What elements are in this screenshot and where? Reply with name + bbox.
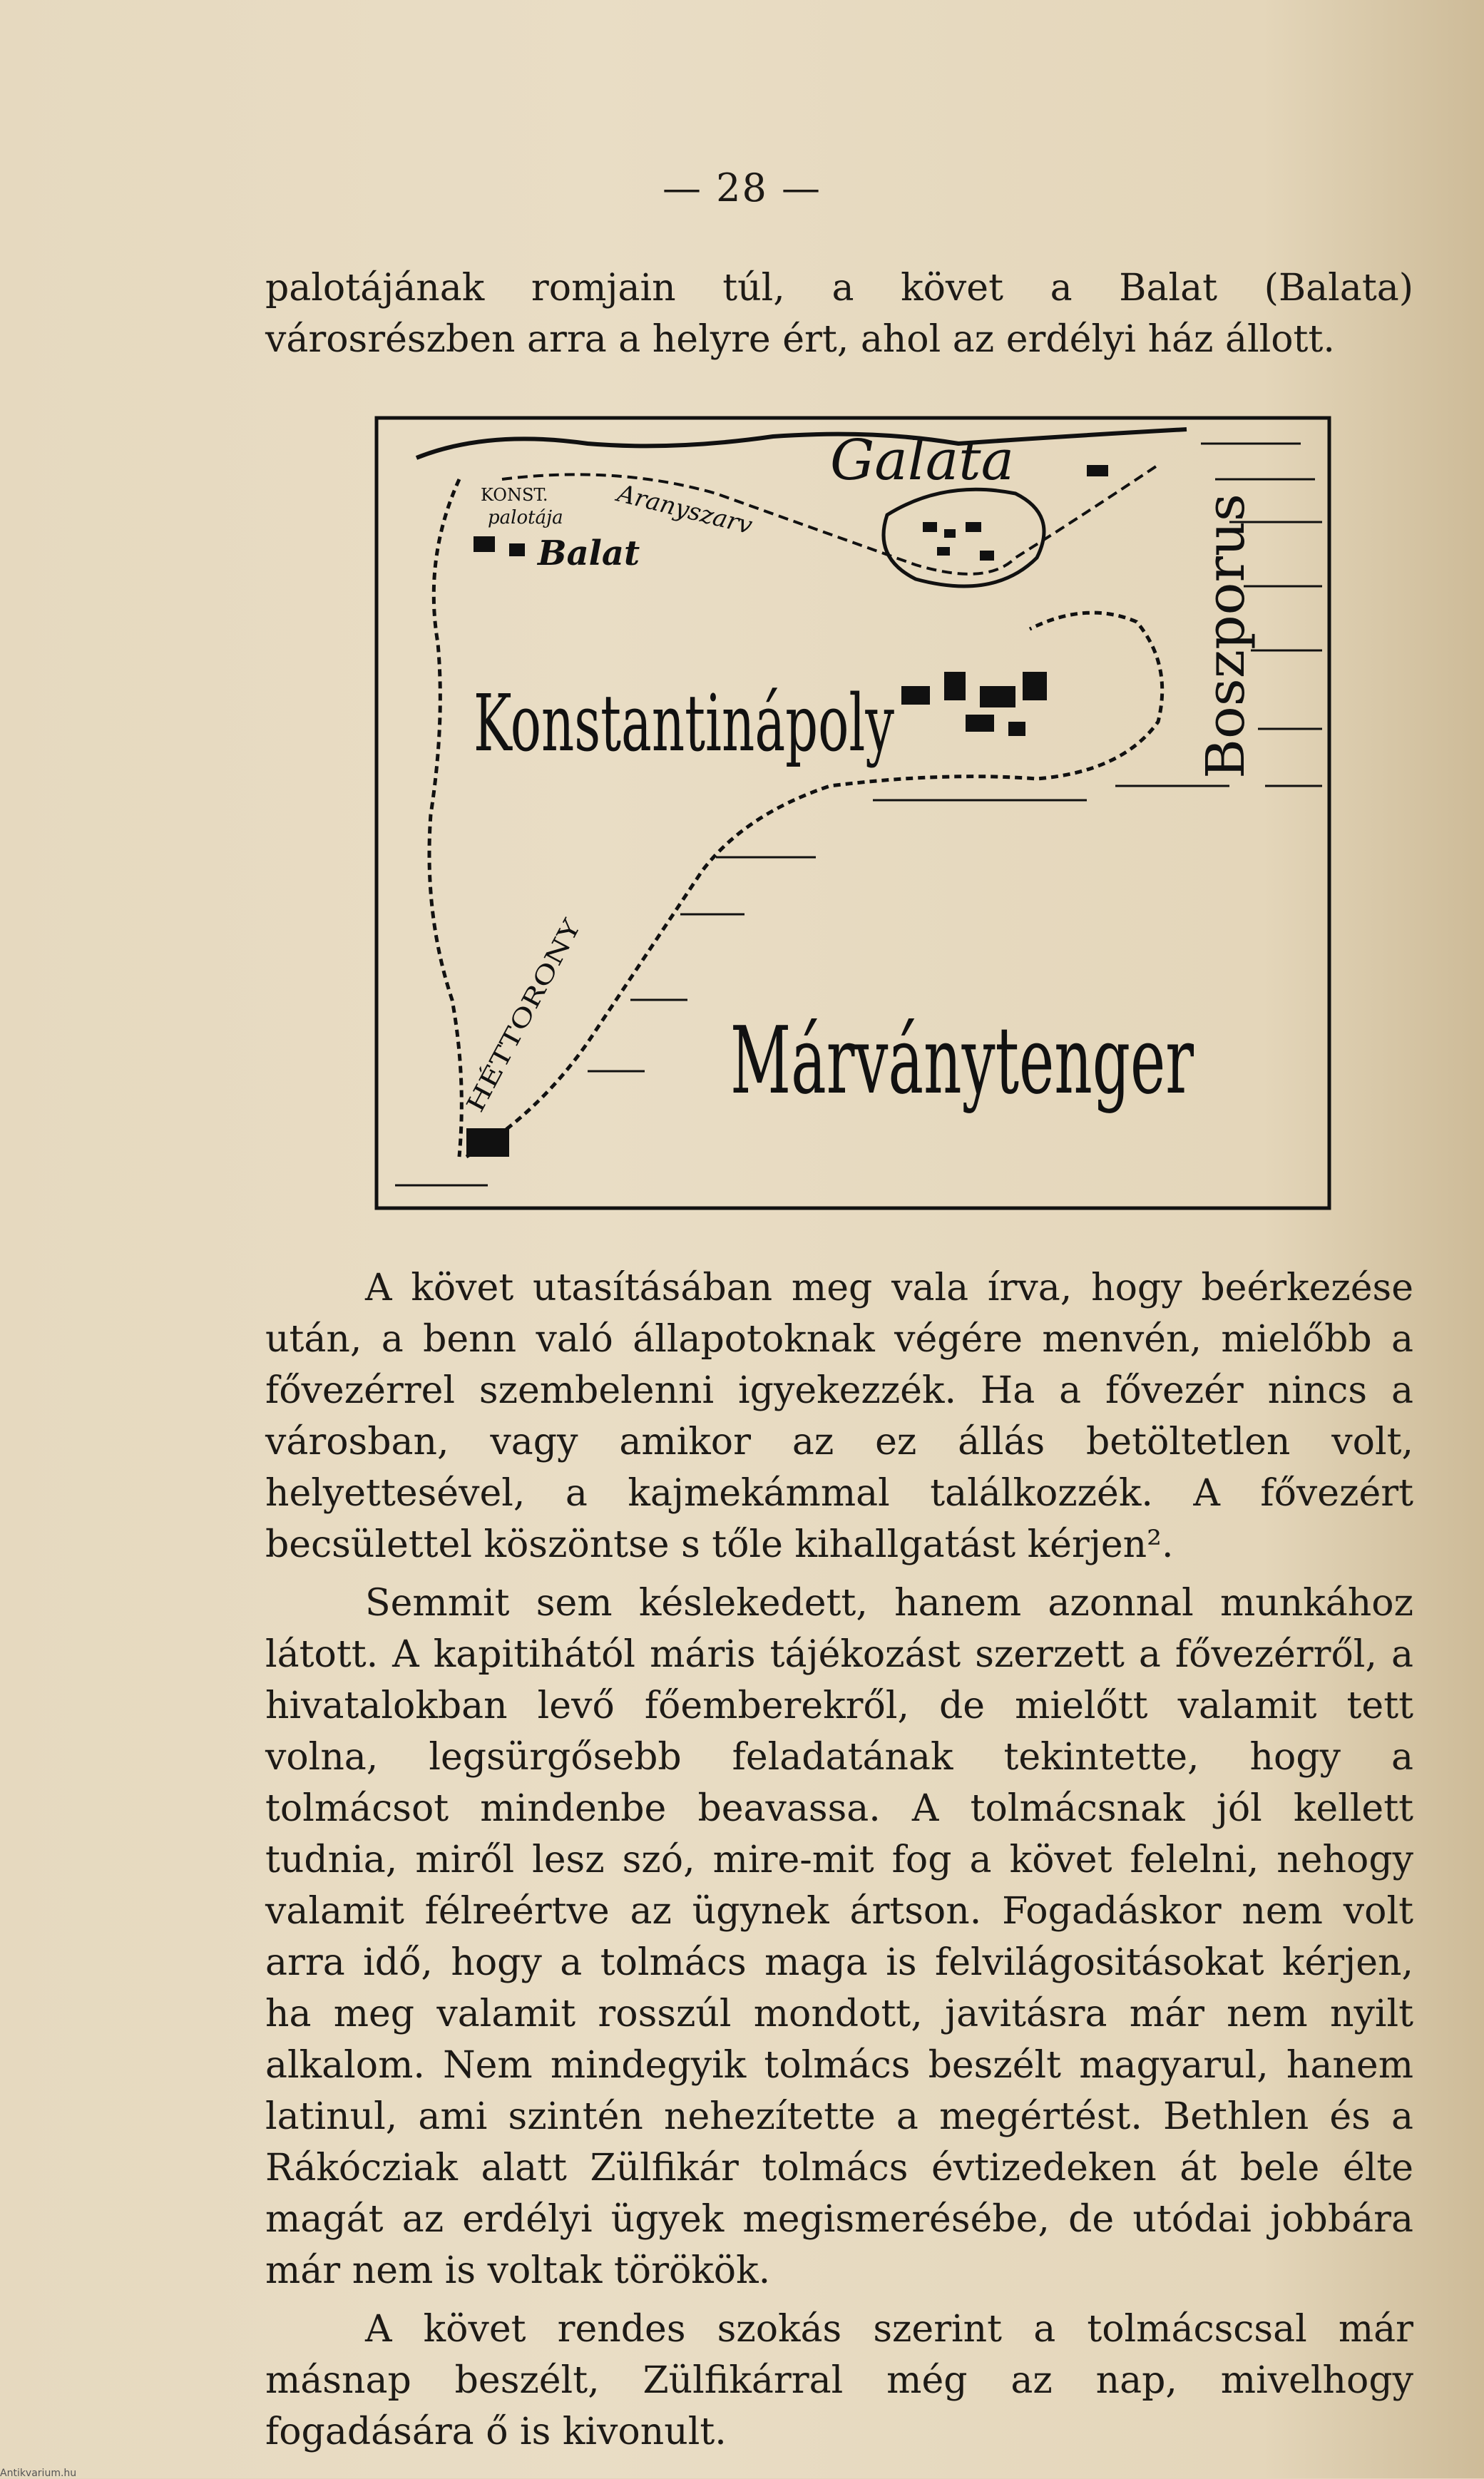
paragraph-2: Semmit sem késlekedett, hanem azonnal munkához látott. A kapitihától máris tájékozást szerzett a fővezérről, a hivatalokban levő főemberekről, de mielőtt valamit tett volna, legsürgősebb feladatának tekintette, hogy a tolmácsot mindenbe beavassa. A tolmácsnak jól kellett tudnia, miről lesz szó, mire-mit fog a követ felelni, nehogy valamit félreértve az ügynek ártson. Fogadáskor nem volt arra idő, hogy a tolmács maga is felvilágositásokat kérjen, ha meg valamit rosszúl mondott, javitásra már nem nyilt alkalom. Nem mindegyik tolmács beszélt magyarul, hanem latinul, ami szintén nehezítette a megértést. Bethlen és a Rákócziak alatt Zülfikár tolmács évtizedeken át bele élte magát az erdélyi ügyek megismerésébe, de utódai jobbára már nem is voltak törökök. — [265, 1582, 1413, 2292]
hettorony-label: HÉTTORONY — [461, 956, 565, 1118]
marvanytenger-label: Márványtenger — [730, 1006, 1194, 1115]
galata-hill — [884, 489, 1044, 586]
map-drawing — [374, 415, 1332, 1211]
galata-shore — [416, 429, 1187, 458]
intro-text: palotájának romjain túl, a követ a Balat (Balata) városrészben arra a helyre ért, ahol az erdélyi ház állott. — [265, 267, 1413, 361]
boszporus-label: Boszporus — [1195, 501, 1257, 779]
intro-paragraph — [265, 262, 1413, 365]
marmara-hatching — [395, 786, 1229, 1185]
land-walls — [429, 479, 461, 1157]
konstantinapoly-label: Konstantinápoly — [474, 678, 894, 769]
page-number: — 28 — — [662, 165, 822, 210]
constantinople-map — [374, 415, 1332, 1211]
aranyszarv-label: Aranyszarv — [614, 479, 756, 541]
watermark-footer: Antikvarium.hu — [0, 2468, 77, 2479]
galata-label: Galata — [830, 429, 1015, 493]
body-text — [265, 1262, 1413, 2465]
konst-palotaja-label-1: KONST. — [481, 485, 548, 505]
paragraph-3: A követ rendes szokás szerint a tolmácscsal már másnap beszélt, Zülfikárral még az nap, mivelhogy fogadására ő is kivonult. — [265, 2308, 1413, 2453]
balat-label: Balat — [538, 533, 640, 573]
paragraph-1: A követ utasításában meg vala írva, hogy beérkezése után, a benn való állapotoknak végére menvén, mielőbb a fővezérrel szembelenni igyekezzék. Ha a fővezér nincs a városban, vagy amikor az ez állás betöltetlen volt, helyettesével, a kajmekámmal találkozzék. A fővezért becsülettel köszöntse s tőle kihallgatást kérjen². — [265, 1267, 1413, 1566]
konst-palotaja-label-2: palotája — [488, 507, 563, 528]
